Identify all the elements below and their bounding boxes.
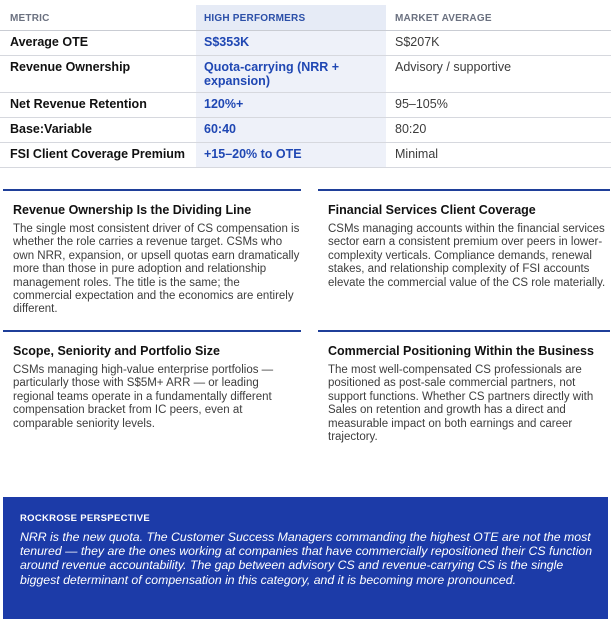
- row-market-value: 95–105%: [386, 93, 611, 118]
- row-high-value: 120%+: [196, 93, 386, 118]
- row-metric: Average OTE: [0, 31, 196, 56]
- header-high-performers: HIGH PERFORMERS: [196, 5, 386, 31]
- row-metric: FSI Client Coverage Premium: [0, 143, 196, 168]
- card-title: Commercial Positioning Within the Business: [328, 344, 594, 358]
- perspective-panel: [3, 497, 608, 619]
- header-metric: METRIC: [0, 5, 196, 31]
- table-row: [0, 56, 611, 93]
- card-scope-seniority: [3, 330, 301, 431]
- row-metric: Base:Variable: [0, 118, 196, 143]
- row-market-value: 80:20: [386, 118, 611, 143]
- header-market-average: MARKET AVERAGE: [386, 5, 611, 31]
- card-title: Scope, Seniority and Portfolio Size: [13, 344, 220, 358]
- table-row: [0, 143, 611, 168]
- card-title: Financial Services Client Coverage: [328, 203, 536, 217]
- card-fsi-coverage: [318, 189, 610, 290]
- table-row: [0, 118, 611, 143]
- table-header-row: [0, 5, 611, 31]
- row-high-value: S$353K: [196, 31, 386, 56]
- table-row: [0, 31, 611, 56]
- row-metric: Net Revenue Retention: [0, 93, 196, 118]
- perspective-quote: NRR is the new quota. The Customer Success Managers commanding the highest OTE are not the most tenured — they are the ones working at companies that have commercially repositioned their CS function around revenue accountability. The gap between advisory CS and revenue-carrying CS is the single biggest determinant of compensation in this category, and it is becoming more pronounced.: [20, 530, 593, 587]
- row-market-value: S$207K: [386, 31, 611, 56]
- table-row: [0, 93, 611, 118]
- card-title: Revenue Ownership Is the Dividing Line: [13, 203, 252, 217]
- row-market-value: Minimal: [386, 143, 611, 168]
- card-body: CSMs managing accounts within the financial services sector earn a consistent premium over peers in lower-complexity verticals. Compliance demands, renewal stakes, and relationship complexity of FSI accounts elevate the commercial value of the CS role materially.: [328, 223, 606, 289]
- comparison-table: [0, 5, 611, 168]
- row-high-value: +15–20% to OTE: [196, 143, 386, 168]
- row-high-value: Quota-carrying (NRR + expansion): [196, 56, 386, 93]
- card-body: The single most consistent driver of CS compensation is whether the role carries a revenue target. CSMs who own NRR, expansion, or upsell quotas earn dramatically more than those in pure adoption and relationship management roles. The title is the same; the commercial expectation and the economics are entirely different.: [13, 223, 300, 316]
- row-market-value: Advisory / supportive: [386, 56, 611, 93]
- card-body: The most well-compensated CS professionals are positioned as post-sale commercial partners, not support functions. Whether CS partners directly with Sales on retention and growth has a direct and measurable impact on both earnings and career trajectory.: [328, 364, 594, 444]
- card-revenue-ownership: [3, 189, 301, 317]
- card-body: CSMs managing high-value enterprise portfolios — particularly those with S$5M+ ARR — or leading regional teams operate in a fundamentally different compensation bracket from IC peers, even at comparable seniority levels.: [13, 364, 274, 430]
- row-high-value: 60:40: [196, 118, 386, 143]
- row-metric: Revenue Ownership: [0, 56, 196, 93]
- card-commercial-positioning: [318, 330, 610, 444]
- perspective-label: ROCKROSE PERSPECTIVE: [20, 513, 151, 524]
